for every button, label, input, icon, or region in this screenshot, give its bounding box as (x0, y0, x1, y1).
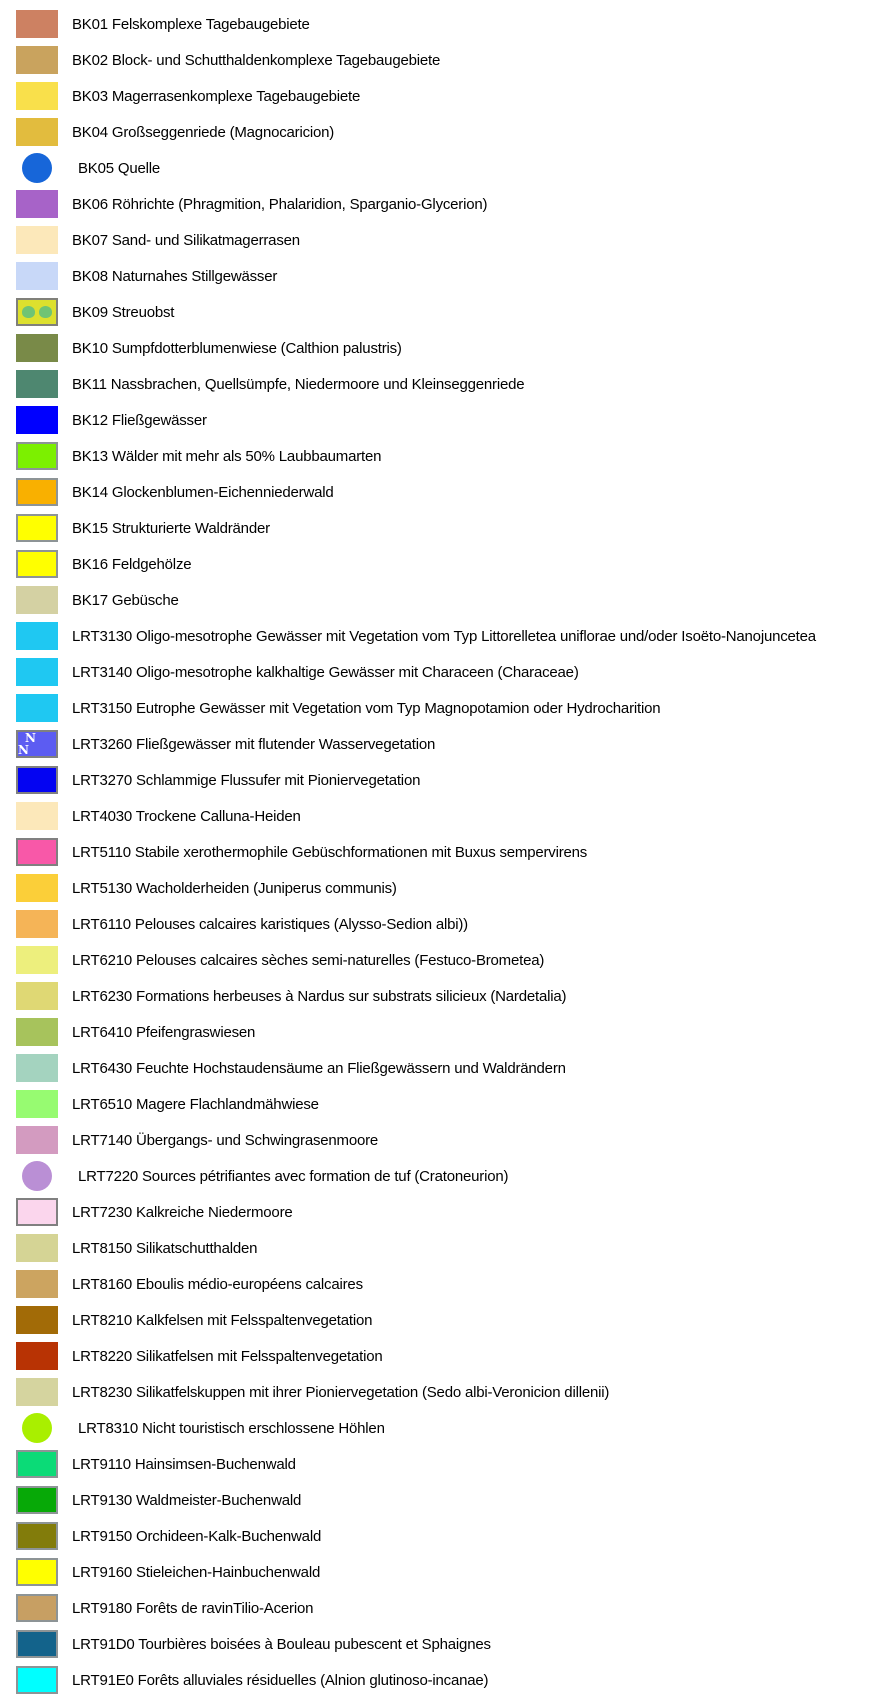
legend-item (0, 582, 878, 618)
legend-item (0, 798, 878, 834)
legend-swatch-icon (16, 406, 58, 434)
legend-item-label: BK03 Magerrasenkomplexe Tagebaugebiete (72, 87, 361, 105)
legend-swatch-icon (16, 874, 58, 902)
legend-item (0, 1050, 878, 1086)
legend-item-label: LRT4030 Trockene Calluna-Heiden (72, 807, 301, 825)
legend-swatch-icon (16, 1378, 58, 1406)
legend-swatch-icon (16, 586, 58, 614)
tree-icon (39, 306, 52, 318)
legend-swatch-icon (16, 226, 58, 254)
legend-item-label: LRT9130 Waldmeister-Buchenwald (72, 1491, 302, 1509)
legend-item (0, 114, 878, 150)
legend-item-label: LRT6110 Pelouses calcaires karistiques (Alysso-Sedion albi)) (72, 915, 468, 933)
legend-item-label: LRT7220 Sources pétrifiantes avec formation de tuf (Cratoneurion) (78, 1167, 509, 1185)
legend-item-label: LRT8210 Kalkfelsen mit Felsspaltenvegetation (72, 1311, 373, 1329)
legend-item-label: BK02 Block- und Schutthaldenkomplexe Tagebaugebiete (72, 51, 441, 69)
legend-swatch-icon (16, 550, 58, 578)
legend-swatch-icon (16, 262, 58, 290)
legend-swatch-icon (22, 153, 52, 183)
legend-swatch-icon (16, 1090, 58, 1118)
legend-item (0, 474, 878, 510)
legend-item (0, 1302, 878, 1338)
legend-swatch-icon (16, 838, 58, 866)
legend-item (0, 510, 878, 546)
legend-item-label: LRT3130 Oligo-mesotrophe Gewässer mit Vegetation vom Typ Littorelletea uniflorae und/oder Isoëto-Nanojuncetea (72, 627, 816, 645)
legend-item-label: BK17 Gebüsche (72, 591, 179, 609)
legend-item-label: BK10 Sumpfdotterblumenwiese (Calthion palustris) (72, 339, 402, 357)
legend-swatch-icon (16, 1054, 58, 1082)
legend-item (0, 762, 878, 798)
legend-swatch-icon (16, 10, 58, 38)
legend-swatch-icon (16, 1198, 58, 1226)
legend-item (0, 1662, 878, 1698)
legend-item (0, 330, 878, 366)
legend-item-label: LRT91E0 Forêts alluviales résiduelles (Alnion glutinoso-incanae) (72, 1671, 489, 1689)
legend-item (0, 906, 878, 942)
legend-item-label: BK07 Sand- und Silikatmagerrasen (72, 231, 300, 249)
legend-swatch-icon (16, 442, 58, 470)
legend-swatch-icon (16, 1558, 58, 1586)
legend-swatch-icon (16, 802, 58, 830)
legend-item-label: LRT9180 Forêts de ravinTilio-Acerion (72, 1599, 314, 1617)
legend-swatch-icon (16, 334, 58, 362)
legend-item-label: BK16 Feldgehölze (72, 555, 192, 573)
legend-item-label: LRT3260 Fließgewässer mit flutender Wasservegetation (72, 735, 436, 753)
legend-swatch-icon (16, 946, 58, 974)
legend-item (0, 1158, 878, 1194)
legend-swatch-icon (16, 910, 58, 938)
legend-item-label: LRT8310 Nicht touristisch erschlossene Höhlen (78, 1419, 385, 1437)
legend-item-label: BK15 Strukturierte Waldränder (72, 519, 270, 537)
legend-item-label: LRT7230 Kalkreiche Niedermoore (72, 1203, 293, 1221)
legend-item-label: LRT3150 Eutrophe Gewässer mit Vegetation vom Typ Magnopotamion oder Hydrocharition (72, 699, 661, 717)
legend-item (0, 78, 878, 114)
legend-item-label: LRT6510 Magere Flachlandmähwiese (72, 1095, 319, 1113)
legend-item (0, 726, 878, 762)
legend-item (0, 978, 878, 1014)
legend-swatch-icon (16, 118, 58, 146)
legend-item-label: LRT9110 Hainsimsen-Buchenwald (72, 1455, 296, 1473)
legend-swatch-icon (16, 1126, 58, 1154)
legend-item-label: BK04 Großseggenriede (Magnocaricion) (72, 123, 335, 141)
legend-item-label: LRT91D0 Tourbières boisées à Bouleau pubescent et Sphaignes (72, 1635, 491, 1653)
legend-item (0, 1014, 878, 1050)
legend-item (0, 690, 878, 726)
legend-swatch-icon (16, 1522, 58, 1550)
legend-item (0, 1086, 878, 1122)
legend-item-label: BK05 Quelle (78, 159, 161, 177)
legend-item-label: LRT8160 Eboulis médio-européens calcaires (72, 1275, 363, 1293)
legend-swatch-icon (16, 82, 58, 110)
legend-item (0, 1374, 878, 1410)
legend-item-label: LRT5110 Stabile xerothermophile Gebüschformationen mit Buxus sempervirens (72, 843, 588, 861)
legend-item (0, 654, 878, 690)
legend-item (0, 150, 878, 186)
legend-item-label: BK01 Felskomplexe Tagebaugebiete (72, 15, 310, 33)
legend-swatch-icon (16, 1450, 58, 1478)
legend-item (0, 546, 878, 582)
legend-item-label: LRT8230 Silikatfelskuppen mit ihrer Pioniervegetation (Sedo albi-Veronicion dillenii) (72, 1383, 610, 1401)
legend-item-label: LRT8220 Silikatfelsen mit Felsspaltenvegetation (72, 1347, 383, 1365)
legend-item-label: LRT3270 Schlammige Flussufer mit Pioniervegetation (72, 771, 421, 789)
legend-item (0, 1410, 878, 1446)
legend-item (0, 1122, 878, 1158)
legend-swatch-icon (16, 478, 58, 506)
legend-item (0, 1446, 878, 1482)
legend-item (0, 366, 878, 402)
legend-item (0, 942, 878, 978)
legend-item-label: LRT6410 Pfeifengraswiesen (72, 1023, 256, 1041)
legend-item (0, 6, 878, 42)
legend-swatch-icon (16, 730, 58, 758)
legend-item-label: BK12 Fließgewässer (72, 411, 207, 429)
legend-item (0, 258, 878, 294)
legend-swatch-icon (16, 658, 58, 686)
legend-swatch-icon (16, 622, 58, 650)
legend-swatch-icon (22, 1161, 52, 1191)
tree-icon (22, 306, 35, 318)
legend-item-label: BK13 Wälder mit mehr als 50% Laubbaumarten (72, 447, 382, 465)
legend-item-label: BK06 Röhrichte (Phragmition, Phalaridion, Sparganio-Glycerion) (72, 195, 488, 213)
legend-item (0, 1266, 878, 1302)
legend-swatch-icon (16, 1306, 58, 1334)
legend-item-label: BK08 Naturnahes Stillgewässer (72, 267, 278, 285)
legend-item (0, 1482, 878, 1518)
legend-swatch-icon (16, 190, 58, 218)
legend-item (0, 1554, 878, 1590)
legend-swatch-icon (16, 298, 58, 326)
legend-swatch-icon (16, 1342, 58, 1370)
legend-item-label: LRT9150 Orchideen-Kalk-Buchenwald (72, 1527, 322, 1545)
legend-swatch-icon (16, 1234, 58, 1262)
legend-item-label: LRT6430 Feuchte Hochstaudensäume an Fließgewässern und Waldrändern (72, 1059, 566, 1077)
legend-swatch-icon (16, 1270, 58, 1298)
legend-item-label: LRT5130 Wacholderheiden (Juniperus communis) (72, 879, 397, 897)
legend-item-label: LRT7140 Übergangs- und Schwingrasenmoore (72, 1131, 379, 1149)
legend-item-label: LRT8150 Silikatschutthalden (72, 1239, 258, 1257)
legend-item-label: LRT3140 Oligo-mesotrophe kalkhaltige Gewässer mit Characeen (Characeae) (72, 663, 579, 681)
legend-item (0, 1518, 878, 1554)
legend-swatch-icon (22, 1413, 52, 1443)
legend-swatch-icon (16, 982, 58, 1010)
legend-swatch-icon (16, 514, 58, 542)
legend-swatch-icon (16, 1594, 58, 1622)
legend-item (0, 1230, 878, 1266)
swatch-overlay-letters: N N (18, 731, 43, 757)
legend-item-label: BK09 Streuobst (72, 303, 175, 321)
legend-swatch-icon (16, 1666, 58, 1694)
legend-item (0, 1590, 878, 1626)
legend-item (0, 618, 878, 654)
legend-item (0, 1194, 878, 1230)
legend-item (0, 402, 878, 438)
legend-item-label: LRT6230 Formations herbeuses à Nardus sur substrats silicieux (Nardetalia) (72, 987, 567, 1005)
legend-swatch-icon (16, 694, 58, 722)
legend-item (0, 834, 878, 870)
legend-item-label: BK11 Nassbrachen, Quellsümpfe, Niedermoore und Kleinseggenriede (72, 375, 525, 393)
legend-item (0, 1626, 878, 1662)
legend-swatch-icon (16, 1486, 58, 1514)
legend-item (0, 1338, 878, 1374)
legend-item (0, 870, 878, 906)
legend-swatch-icon (16, 46, 58, 74)
legend-item-label: BK14 Glockenblumen-Eichenniederwald (72, 483, 334, 501)
legend-item-label: LRT9160 Stieleichen-Hainbuchenwald (72, 1563, 321, 1581)
legend-swatch-icon (16, 1630, 58, 1658)
legend-item (0, 438, 878, 474)
legend-swatch-icon (16, 370, 58, 398)
legend-item-label: LRT6210 Pelouses calcaires sèches semi-naturelles (Festuco-Brometea) (72, 951, 545, 969)
legend-item (0, 186, 878, 222)
legend-swatch-icon (16, 1018, 58, 1046)
legend-item (0, 294, 878, 330)
legend-item (0, 42, 878, 78)
legend-swatch-icon (16, 766, 58, 794)
legend-item (0, 222, 878, 258)
